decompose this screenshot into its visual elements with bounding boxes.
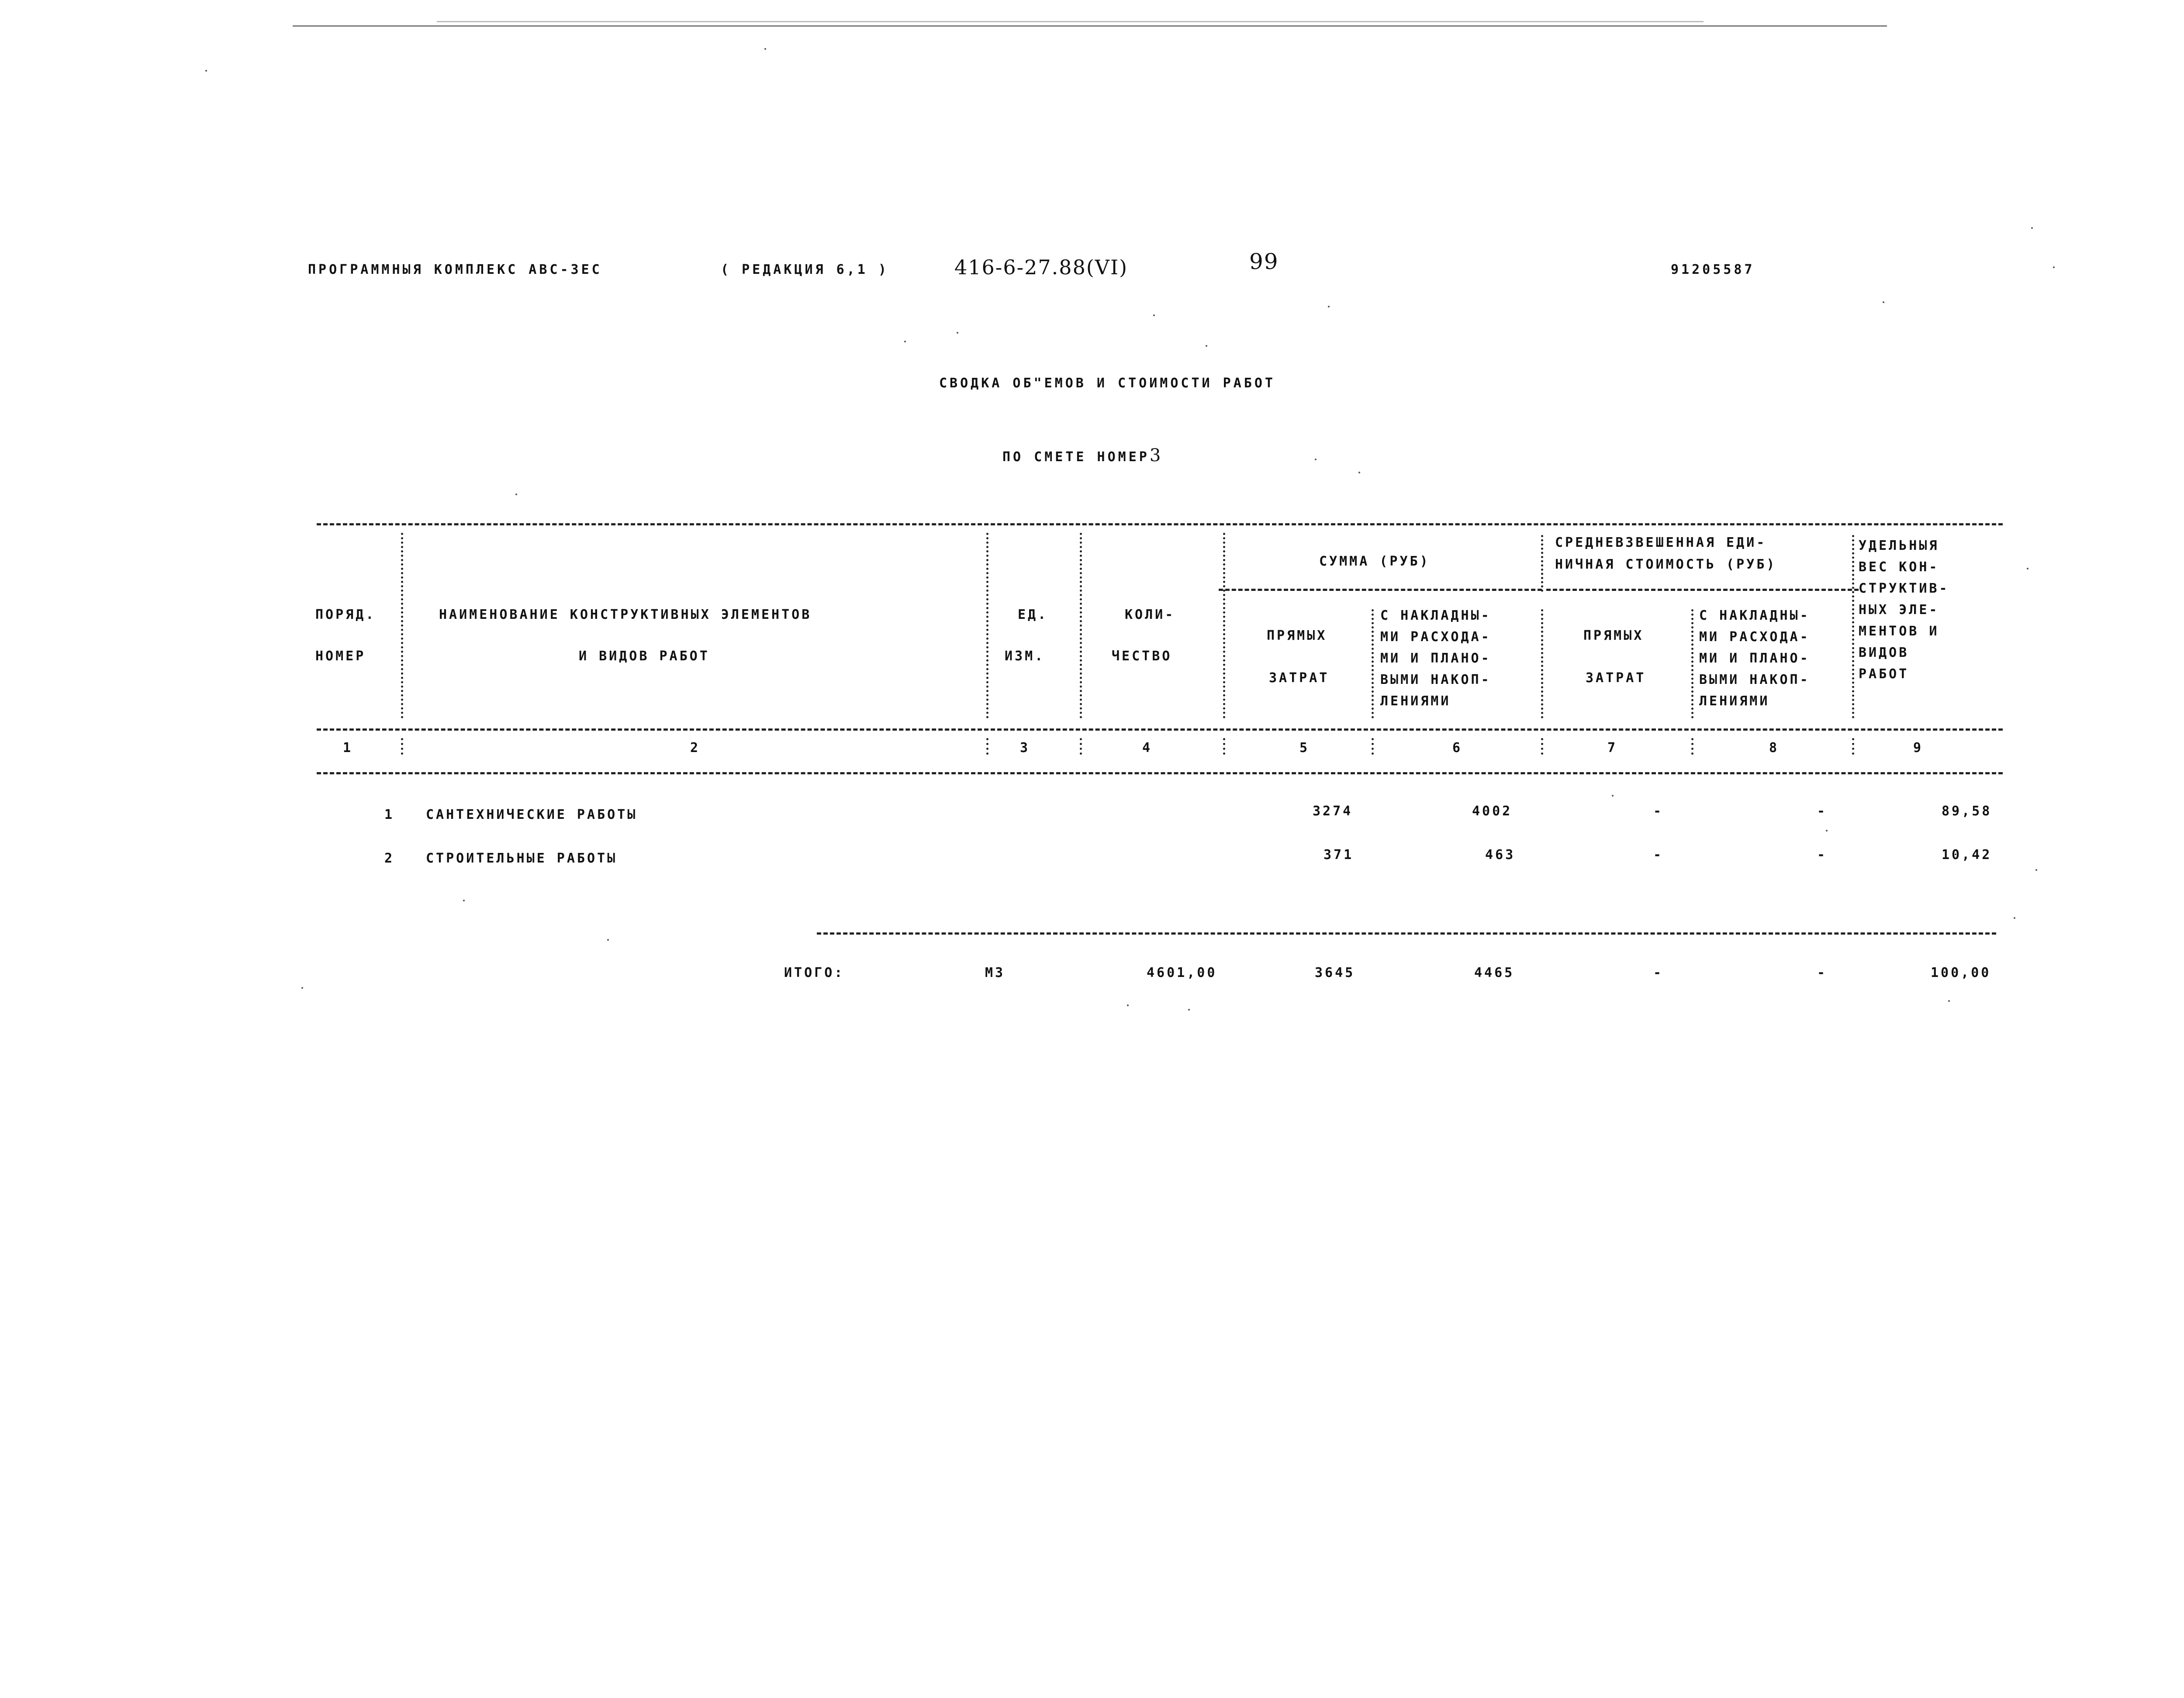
- avg-group-header-1: СРЕДНЕВЗВЕШЕННАЯ ЕДИ-: [1555, 535, 1767, 550]
- edition-label: ( РЕДАКЦИЯ 6,1 ): [721, 262, 889, 277]
- column-number: 9: [1913, 740, 1924, 756]
- col-header-order-2: НОМЕР: [315, 649, 366, 664]
- overhead-line: МИ РАСХОДА-: [1699, 629, 1810, 645]
- total-share: 100,00: [1931, 965, 1991, 980]
- col-separator-7: [1691, 609, 1693, 718]
- total-avg-direct: -: [1653, 965, 1664, 980]
- avg-group-header-2: НИЧНАЯ СТОИМОСТЬ (РУБ): [1555, 557, 1777, 572]
- report-title: СВОДКА ОБ"ЕМОВ И СТОИМОСТИ РАБОТ: [939, 376, 1275, 391]
- share-line: РАБОТ: [1859, 666, 1909, 682]
- col-separator-avg: [1541, 535, 1543, 592]
- col-header-qty-2: ЧЕСТВО: [1112, 649, 1172, 664]
- overhead-line: МИ И ПЛАНО-: [1380, 651, 1491, 666]
- col-separator-2: [986, 533, 988, 718]
- program-name: ПРОГРАММНЫЯ КОМПЛЕКС АВС-ЗЕС: [308, 262, 602, 277]
- sum-overhead-header: [1380, 605, 1491, 712]
- total-label: ИТОГО:: [784, 965, 845, 980]
- handwritten-project-code: 416-6-27.88(VI): [954, 255, 1128, 279]
- overhead-line: ВЫМИ НАКОП-: [1380, 672, 1491, 687]
- share-line: НЫХ ЭЛЕ-: [1859, 602, 1939, 618]
- col-header-unit-2: ИЗМ.: [1005, 649, 1045, 664]
- colnum-separator: [986, 738, 988, 755]
- colnum-separator: [1080, 738, 1082, 755]
- share-line: МЕНТОВ И: [1859, 624, 1939, 639]
- row-direct: 371: [1324, 847, 1354, 863]
- overhead-line: МИ И ПЛАНО-: [1699, 651, 1810, 666]
- colnum-bottom-rule: [317, 772, 2003, 774]
- colnum-separator: [1852, 738, 1854, 755]
- share-line: ВИДОВ: [1859, 645, 1909, 660]
- row-name: СТРОИТЕЛЬНЫЕ РАБОТЫ: [426, 851, 618, 866]
- overhead-line: С НАКЛАДНЫ-: [1699, 608, 1810, 623]
- report-subtitle: [1002, 445, 1161, 466]
- total-avg-overhead: -: [1817, 965, 1828, 980]
- column-number: 6: [1452, 740, 1463, 756]
- row-avg-overhead: -: [1817, 804, 1828, 819]
- subtitle-text: ПО СМЕТЕ НОМЕР: [1002, 449, 1150, 465]
- colnum-separator: [1372, 738, 1374, 755]
- total-quantity: 4601,00: [1147, 965, 1217, 980]
- avg-overhead-header: [1699, 605, 1810, 712]
- row-name: САНТЕХНИЧЕСКИЕ РАБОТЫ: [426, 807, 638, 822]
- row-share: 10,42: [1942, 847, 1992, 863]
- row-avg-direct: -: [1653, 804, 1664, 819]
- document-number: 91205587: [1671, 262, 1755, 277]
- total-rule: [817, 932, 1996, 935]
- colnum-separator: [1541, 738, 1543, 755]
- overhead-line: С НАКЛАДНЫ-: [1380, 608, 1491, 623]
- col-header-order-1: ПОРЯД.: [315, 607, 376, 622]
- sum-group-header: СУММА (РУБ): [1319, 554, 1430, 569]
- col-separator-4: [1223, 533, 1225, 718]
- col-header-qty-1: КОЛИ-: [1125, 607, 1175, 622]
- total-unit: М3: [985, 965, 1006, 980]
- overhead-line: МИ РАСХОДА-: [1380, 629, 1491, 645]
- column-number: 7: [1607, 740, 1618, 756]
- colnum-separator: [1223, 738, 1225, 755]
- sum-group-rule: [1219, 589, 1542, 591]
- col-separator-3: [1080, 533, 1082, 718]
- overhead-line: ВЫМИ НАКОП-: [1699, 672, 1810, 687]
- total-direct: 3645: [1315, 965, 1355, 980]
- avg-group-rule: [1546, 589, 1859, 591]
- row-avg-direct: -: [1653, 847, 1664, 863]
- colnum-separator: [401, 738, 403, 755]
- avg-direct-header-2: ЗАТРАТ: [1586, 670, 1646, 686]
- row-overhead: 4002: [1472, 804, 1513, 819]
- column-number: 1: [343, 740, 353, 756]
- sum-direct-header-2: ЗАТРАТ: [1269, 670, 1330, 686]
- overhead-line: ЛЕНИЯМИ: [1380, 694, 1451, 709]
- column-number: 4: [1142, 740, 1153, 756]
- estimate-number: 3: [1149, 445, 1162, 466]
- row-avg-overhead: -: [1817, 847, 1828, 863]
- share-header: [1859, 535, 1949, 685]
- row-number: 1: [384, 807, 395, 822]
- col-header-name-1: НАИМЕНОВАНИЕ КОНСТРУКТИВНЫХ ЭЛЕМЕНТОВ: [439, 607, 812, 622]
- col-header-name-2: И ВИДОВ РАБОТ: [579, 649, 710, 664]
- col-separator-5: [1372, 609, 1374, 718]
- row-direct: 3274: [1313, 804, 1353, 819]
- overhead-line: ЛЕНИЯМИ: [1699, 694, 1770, 709]
- col-separator-8: [1852, 535, 1854, 718]
- col-separator-1: [401, 533, 403, 718]
- scan-edge-line: [293, 25, 1887, 27]
- col-separator-6: [1541, 609, 1543, 718]
- page-number: 99: [1249, 249, 1279, 274]
- share-line: УДЕЛЬНЫЯ: [1859, 538, 1939, 553]
- colnum-separator: [1691, 738, 1693, 755]
- share-line: ВЕС КОН-: [1859, 559, 1939, 575]
- sum-direct-header-1: ПРЯМЫХ: [1267, 628, 1327, 643]
- share-line: СТРУКТИВ-: [1859, 581, 1949, 596]
- column-number: 3: [1020, 740, 1030, 756]
- column-number: 2: [690, 740, 701, 756]
- row-number: 2: [384, 851, 395, 866]
- scan-edge-line-2: [437, 21, 1704, 22]
- table-top-rule: [317, 523, 2003, 525]
- col-header-unit-1: ЕД.: [1018, 607, 1048, 622]
- total-overhead: 4465: [1474, 965, 1515, 980]
- column-number: 5: [1299, 740, 1310, 756]
- header-bottom-rule: [317, 728, 2003, 731]
- row-overhead: 463: [1485, 847, 1516, 863]
- row-share: 89,58: [1942, 804, 1992, 819]
- column-number: 8: [1769, 740, 1780, 756]
- avg-direct-header-1: ПРЯМЫХ: [1583, 628, 1644, 643]
